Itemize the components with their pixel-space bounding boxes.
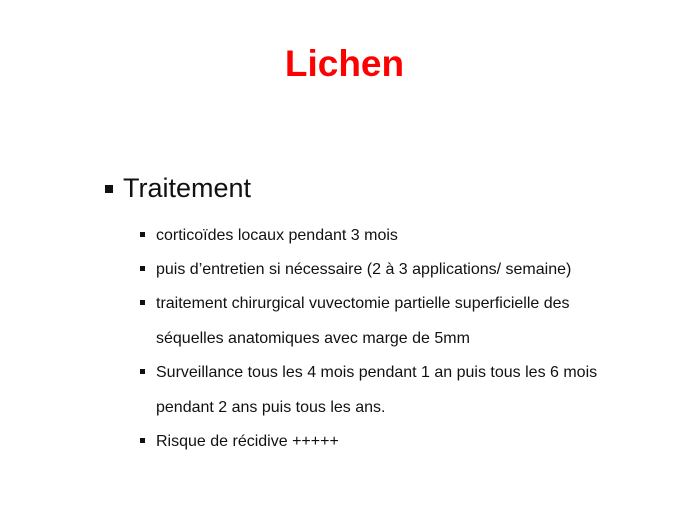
square-bullet-icon xyxy=(140,232,145,237)
list-item xyxy=(140,256,640,287)
bullet-list xyxy=(140,222,640,459)
list-item-text: Risque de récidive +++++ xyxy=(156,433,339,450)
list-item-text: Surveillance tous les 4 mois pendant 1 an puis tous les 6 mois pendant 2 ans puis tous les ans. xyxy=(156,364,598,416)
section-heading xyxy=(105,168,251,208)
square-bullet-icon xyxy=(140,266,145,271)
list-item xyxy=(140,290,640,356)
slide-title: Lichen xyxy=(284,43,405,84)
section-heading-text: Traitement xyxy=(123,173,252,203)
square-bullet-icon xyxy=(105,185,113,193)
list-item xyxy=(140,222,640,253)
list-item-text: corticoïdes locaux pendant 3 mois xyxy=(156,227,398,244)
square-bullet-icon xyxy=(140,438,145,443)
list-item-text: puis d’entretien si nécessaire (2 à 3 applications/ semaine) xyxy=(156,261,572,278)
list-item xyxy=(140,359,640,425)
list-item-text: traitement chirurgical vuvectomie partielle superficielle des séquelles anatomiques avec marge de 5mm xyxy=(156,295,570,347)
square-bullet-icon xyxy=(140,300,145,305)
square-bullet-icon xyxy=(140,369,145,374)
list-item xyxy=(140,428,640,459)
